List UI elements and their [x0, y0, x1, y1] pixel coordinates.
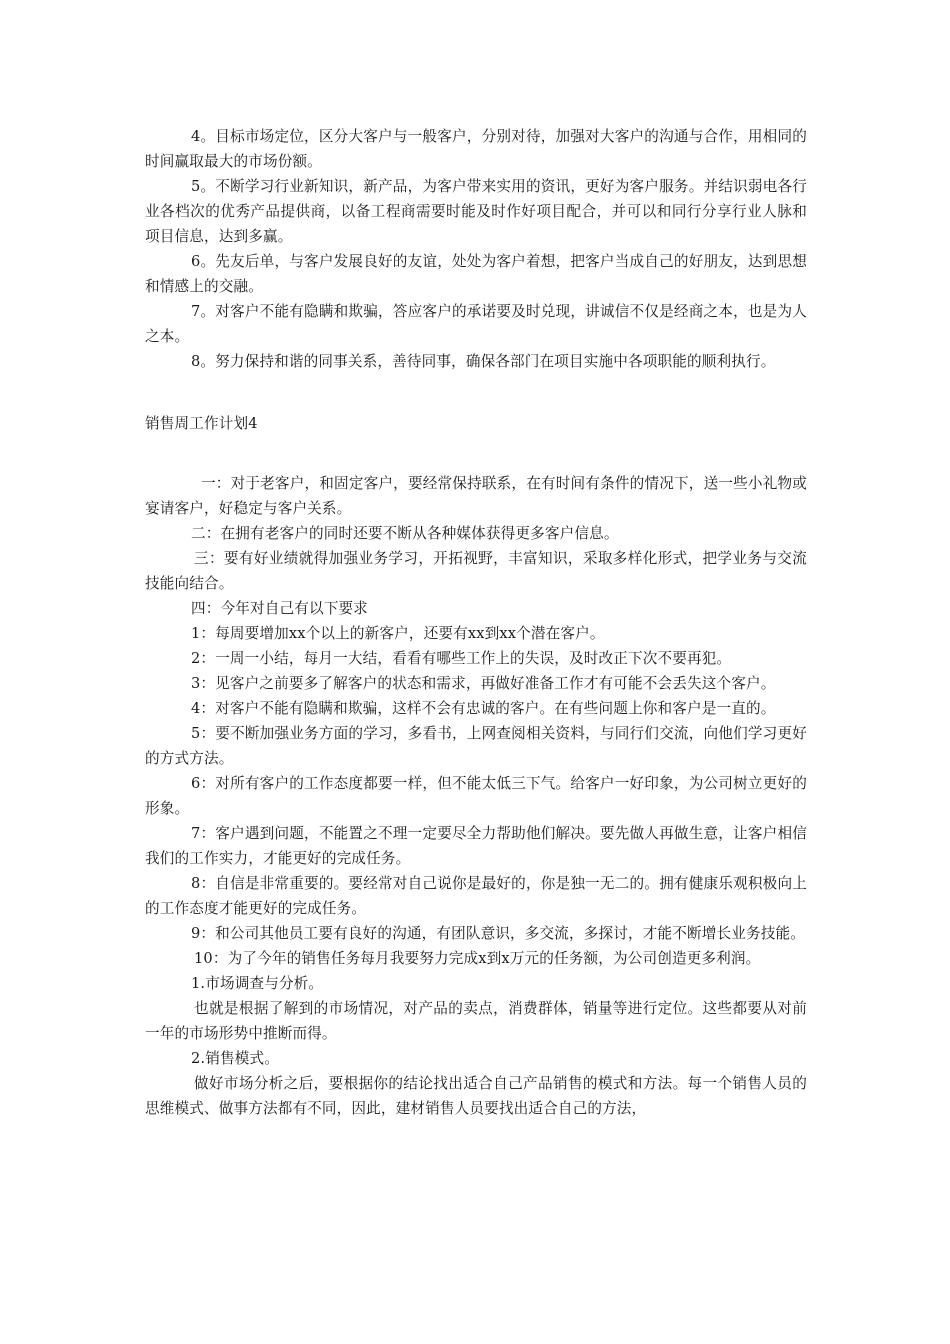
list-item: 3：见客户之前要多了解客户的状态和需求，再做好准备工作才有可能不会丢失这个客户。 — [191, 675, 776, 692]
paragraph: 4。目标市场定位，区分大客户与一般客户，分别对待，加强对大客户的沟通与合作，用相同的时间赢取最大的市场份额。 — [145, 128, 807, 170]
paragraph: 5。不断学习行业新知识，新产品，为客户带来实用的资讯，更好为客户服务。并结识弱电各行业各档次的优秀产品提供商，以备工程商需要时能及时作好项目配合，并可以和同行分享行业人脉和项目信息，达到多赢。 — [145, 178, 807, 245]
paragraph: 二：在拥有老客户的同时还要不断从各种媒体获得更多客户信息。 — [191, 525, 619, 542]
list-item: 10：为了今年的销售任务每月我要努力完成x到x万元的任务额，为公司创造更多利润。 — [194, 950, 761, 967]
paragraph: 四：今年对自己有以下要求 — [191, 600, 368, 617]
document-body — [145, 124, 807, 1121]
list-item: 5：要不断加强业务方面的学习，多看书，上网查阅相关资料，与同行们交流，向他们学习更好的方式方法。 — [145, 725, 807, 767]
list-item: 1：每周要增加xx个以上的新客户，还要有xx到xx个潜在客户。 — [191, 625, 605, 642]
list-item: 7：客户遇到问题，不能置之不理一定要尽全力帮助他们解决。要先做人再做生意，让客户相信我们的工作实力，才能更好的完成任务。 — [145, 825, 807, 867]
paragraph: 7。对客户不能有隐瞒和欺骗，答应客户的承诺要及时兑现，讲诚信不仅是经商之本，也是为人之本。 — [145, 303, 807, 345]
paragraph: 8。努力保持和谐的同事关系，善待同事，确保各部门在项目实施中各项职能的顺利执行。 — [191, 353, 776, 370]
section-title: 销售周工作计划4 — [145, 415, 258, 432]
subheading: 1.市场调查与分析。 — [191, 975, 324, 992]
list-item: 2：一周一小结，每月一大结，看看有哪些工作上的失误，及时改正下次不要再犯。 — [191, 650, 732, 667]
paragraph: 也就是根据了解到的市场情况，对产品的卖点，消费群体，销量等进行定位。这些都要从对前一年的市场形势中推断而得。 — [145, 1000, 807, 1042]
paragraph: 三：要有好业绩就得加强业务学习，开拓视野，丰富知识，采取多样化形式，把学业务与交流技能向结合。 — [145, 550, 807, 592]
paragraph: 一：对于老客户，和固定客户，要经常保持联系，在有时间有条件的情况下，送一些小礼物或宴请客户，好稳定与客户关系。 — [145, 475, 807, 517]
paragraph: 做好市场分析之后，要根据你的结论找出适合自己产品销售的模式和方法。每一个销售人员的思维模式、做事方法都有不同，因此，建材销售人员要找出适合自己的方法， — [145, 1075, 807, 1117]
paragraph: 6。先友后单，与客户发展良好的友谊，处处为客户着想，把客户当成自己的好朋友，达到思想和情感上的交融。 — [145, 253, 807, 295]
list-item: 9：和公司其他员工要有良好的沟通，有团队意识，多交流，多探讨，才能不断增长业务技能。 — [191, 925, 805, 942]
list-item: 6：对所有客户的工作态度都要一样，但不能太低三下气。给客户一好印象，为公司树立更好的形象。 — [145, 775, 807, 817]
list-item: 4：对客户不能有隐瞒和欺骗，这样不会有忠诚的客户。在有些问题上你和客户是一直的。 — [191, 700, 776, 717]
subheading: 2.销售模式。 — [191, 1050, 279, 1067]
list-item: 8：自信是非常重要的。要经常对自己说你是最好的，你是独一无二的。拥有健康乐观积极向上的工作态度才能更好的完成任务。 — [145, 875, 807, 917]
